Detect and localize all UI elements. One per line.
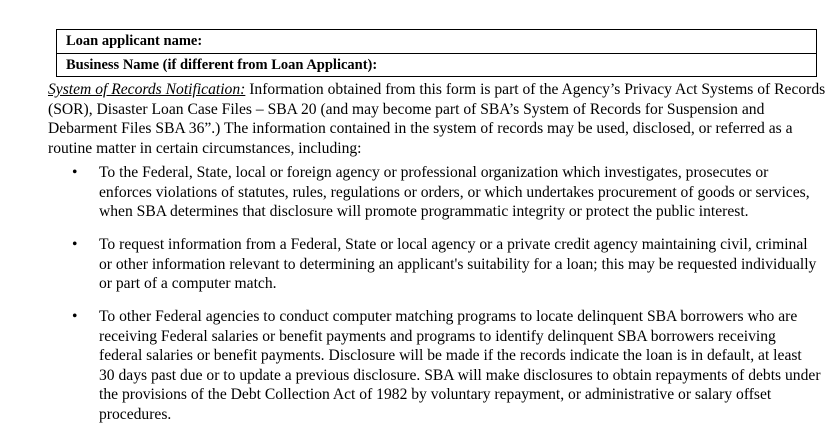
business-name-row [57, 53, 816, 76]
bullet-icon: • [72, 236, 78, 253]
applicant-info-table [56, 29, 817, 77]
sor-notification-heading: System of Records Notification: [48, 81, 246, 98]
business-name-label: Business Name (if different from Loan Applicant): [66, 57, 378, 73]
list-item [0, 163, 821, 222]
sor-notification-body: Information obtained from this form is part of the Agency’s Privacy Act Systems of Records (SOR), Disaster Loan Case Files – SBA 20 (and may become part of SBA’s System of Records for Suspension and Debarment Files SBA 36”.) The information contained in the system of records may be used, disclosed, or referred as a routine matter in certain circumstances, including: [48, 81, 826, 157]
disclosure-circumstances-list [0, 163, 840, 438]
loan-applicant-name-label: Loan applicant name: [66, 33, 203, 49]
list-item [0, 235, 821, 294]
list-item-text: To request information from a Federal, State or local agency or a private credit agency maintaining civil, criminal or other information relevant to determining an applicant's suitability for a loan; this may be requested individually or part of a computer match. [99, 236, 817, 292]
list-item [0, 307, 821, 424]
loan-applicant-name-row [57, 30, 816, 53]
sor-notification-paragraph [48, 80, 833, 158]
list-item-text: To other Federal agencies to conduct computer matching programs to locate delinquent SBA borrowers who are receiving Federal salaries or benefit payments and programs to identify delinquent SBA borrowers receiving federal salaries or benefit payments. Disclosure will be made if the records indicate the loan is in default, at least 30 days past due or to update a previous disclosure. SBA will make disclosures to obtain repayments of debts under the provisions of the Debt Collection Act of 1982 by voluntary repayment, or administrative or salary offset procedures. [99, 308, 821, 423]
bullet-icon: • [72, 308, 78, 325]
list-item-text: To the Federal, State, local or foreign agency or professional organization which investigates, prosecutes or enforces violations of statutes, rules, regulations or orders, or which undertakes procurement of goods or services, when SBA determines that disclosure will promote programmatic integrity or protect the public interest. [99, 164, 810, 220]
bullet-icon: • [72, 164, 78, 181]
